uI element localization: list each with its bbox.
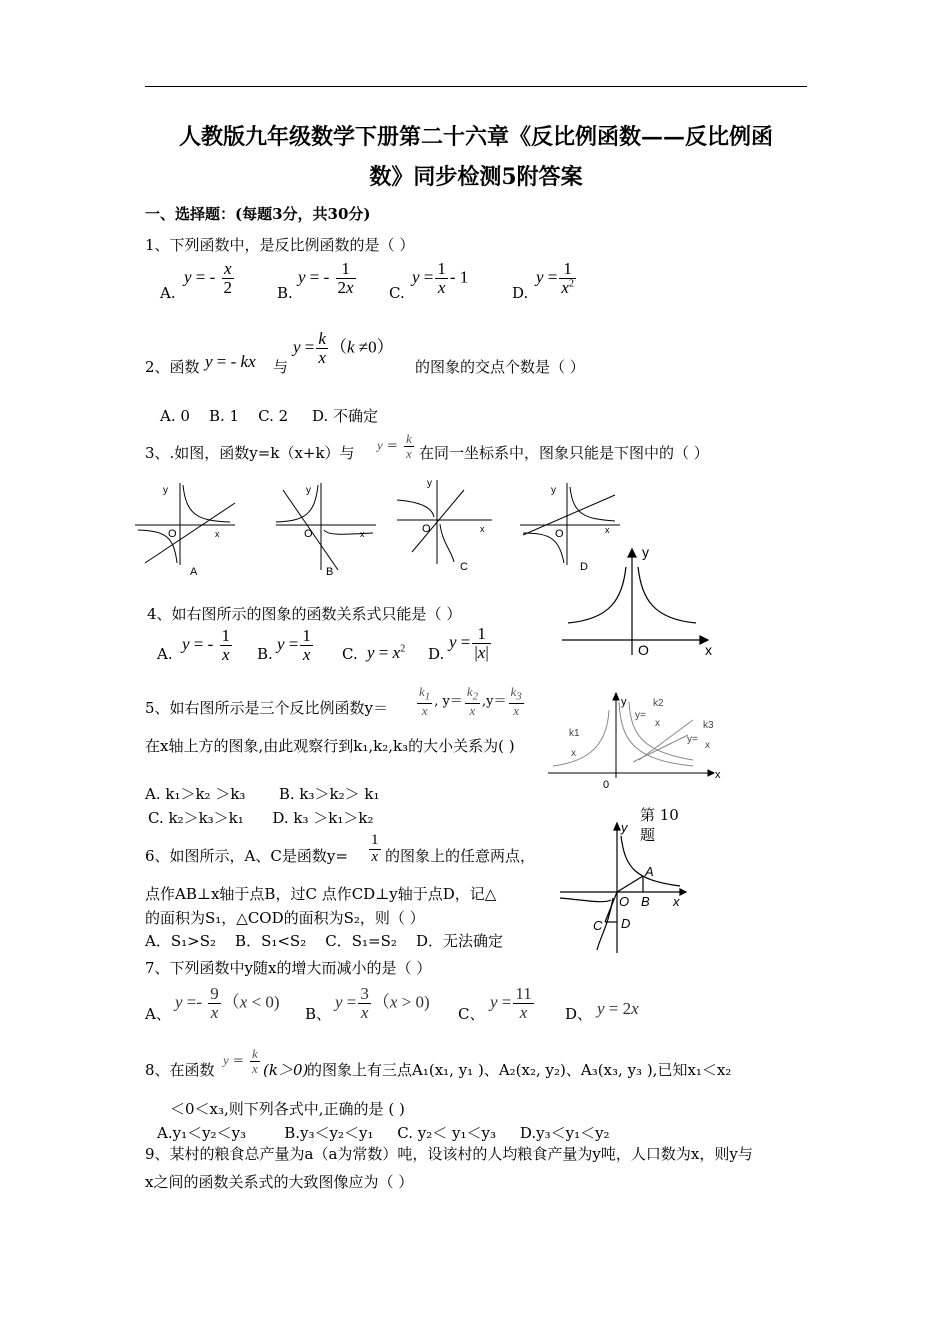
- svg-text:y=: y=: [687, 734, 698, 745]
- svg-text:y=: y=: [635, 710, 646, 721]
- top-rule: [145, 86, 807, 87]
- q3-graph-a-label: A: [190, 566, 198, 578]
- q4-c-label: C.: [342, 645, 358, 663]
- q5-graph: [543, 690, 728, 795]
- q4-c-formula: $y = x^2$: [367, 643, 406, 662]
- svg-text:A: A: [645, 864, 654, 879]
- q3-stem-post: 在同一坐标系中，图象只能是下图中的（ ）: [419, 444, 709, 462]
- svg-text:y: y: [621, 820, 628, 835]
- q2-stem-post: 的图象的交点个数是（ ）: [415, 358, 585, 376]
- q1-b-label: B.: [277, 284, 293, 302]
- q7-b-formula: y = $\frac{3}{x}$ （x > 0): [335, 984, 430, 1022]
- svg-text:x: x: [571, 748, 576, 759]
- q3-graph-c-label: C: [460, 561, 468, 573]
- svg-text:y: y: [621, 696, 627, 708]
- q1-a-label: A.: [160, 284, 176, 302]
- q7-d-formula: y = 2x: [597, 999, 639, 1018]
- q4-a-label: A.: [157, 645, 173, 663]
- q6-line2: 点作AB⊥x轴于点B，过C 点作CD⊥y轴于点D，记△: [145, 885, 497, 903]
- q2-stem-pre: 2、函数: [145, 358, 200, 376]
- svg-text:x: x: [705, 642, 712, 658]
- q5-line2: 在x轴上方的图象,由此观察行到k₁,k₂,k₃的大小关系为( ): [145, 737, 515, 755]
- svg-text:0: 0: [603, 779, 610, 791]
- q7-b-label: B、: [305, 1005, 332, 1023]
- svg-text:x: x: [605, 525, 610, 535]
- q3-graph-b: [268, 475, 393, 580]
- q4-b-formula: y = $\frac{1}{x}$: [277, 626, 311, 664]
- q8-formula: y = $\frac{k}{x}$: [223, 1046, 258, 1076]
- q5-options-cd: C. k₂＞k₃＞k₁ D. k₃ ＞k₁＞k₂: [148, 809, 374, 827]
- svg-text:B: B: [641, 894, 650, 909]
- figure-10-label: 第 10 题: [640, 806, 679, 844]
- svg-text:k3: k3: [703, 720, 714, 731]
- q1-d-label: D.: [512, 284, 529, 302]
- q2-formula-2: y = $\frac{k}{x}$ （k ≠0）: [293, 329, 394, 367]
- svg-text:y: y: [306, 485, 311, 496]
- q1-a-formula: y = - $\frac{x}{2}$: [184, 259, 233, 297]
- q3-graph-c: [392, 472, 517, 577]
- q7-a-label: A、: [145, 1005, 171, 1023]
- q7-a-formula: y =- $\frac{9}{x}$ （x < 0): [175, 984, 280, 1022]
- q3-graph-a: [130, 475, 255, 580]
- q4-d-formula: y = $\frac{1}{|x|}$: [449, 624, 489, 662]
- q2-options: A. 0 B. 1 C. 2 D. 不确定: [160, 407, 379, 425]
- svg-text:k2: k2: [653, 698, 664, 709]
- q1-c-label: C.: [389, 284, 405, 302]
- q7-c-formula: y = $\frac{11}{x}$: [490, 984, 532, 1022]
- q8-options: A.y₁＜y₂＜y₃ B.y₃＜y₂＜y₁ C. y₂＜ y₁＜y₃ D.y₃＜y₁＜y₂: [157, 1124, 610, 1142]
- q8-condition: (k＞0): [263, 1061, 309, 1079]
- svg-text:O: O: [304, 528, 313, 540]
- svg-text:k1: k1: [569, 728, 580, 739]
- svg-text:y: y: [642, 545, 649, 560]
- q8-stem-pre: 8、在函数: [145, 1061, 215, 1079]
- q7-d-label: D、: [565, 1005, 593, 1023]
- svg-text:x: x: [360, 529, 365, 539]
- svg-text:x: x: [705, 740, 710, 751]
- q5-stem-pre: 5、如右图所示是三个反比例函数y＝: [145, 699, 389, 717]
- q6-line3: 的面积为S₁，△COD的面积为S₂，则（ ）: [145, 909, 425, 927]
- q9-line2: x之间的函数关系式的大致图像应为（ ）: [145, 1173, 414, 1191]
- svg-text:O: O: [422, 523, 431, 535]
- svg-text:O: O: [638, 642, 649, 658]
- svg-text:y: y: [551, 485, 556, 496]
- q2-stem-mid: 与: [273, 358, 289, 376]
- svg-text:x: x: [673, 894, 680, 909]
- svg-text:x: x: [655, 718, 660, 729]
- q6-options: A．S₁>S₂ B．S₁<S₂ C．S₁=S₂ D．无法确定: [145, 932, 504, 950]
- q6-stem-pre: 6、如图所示，A、C是函数y=: [145, 847, 348, 865]
- q6-stem-post: 的图象上的任意两点，: [385, 847, 536, 865]
- q9-line1: 9、某村的粮食总产量为a（a为常数）吨，设该村的人均粮食产量为y吨，人口数为x，则y与: [145, 1145, 753, 1163]
- svg-text:x: x: [715, 769, 721, 781]
- svg-text:C: C: [593, 918, 603, 933]
- q4-a-formula: y = - $\frac{1}{x}$: [182, 626, 231, 664]
- q4-stem: 4、如右图所示的图象的函数关系式只能是（ ）: [147, 605, 462, 623]
- q1-d-formula: y = $\frac{1}{x^2}$: [536, 259, 574, 297]
- q8-stem-post: 的图象上有三点A₁(x₁, y₁ )、A₂(x₂, y₂)、A₃(x₃, y₃ ),已知x₁＜x₂: [307, 1061, 732, 1079]
- svg-text:x: x: [215, 529, 220, 539]
- q3-graph-d-label: D: [580, 561, 588, 573]
- svg-text:y: y: [163, 485, 168, 496]
- q7-stem: 7、下列函数中y随x的增大而减小的是（ ）: [145, 959, 432, 977]
- q4-d-label: D.: [428, 645, 445, 663]
- q6-graph: [555, 818, 695, 958]
- svg-text:x: x: [480, 524, 485, 534]
- svg-text:O: O: [168, 528, 177, 540]
- q6-formula: $\frac{1}{x}$: [371, 832, 379, 865]
- q2-formula-1: y = - kx: [205, 352, 256, 371]
- svg-text:D: D: [621, 916, 631, 931]
- page-title-cont: 数》同步检测5附答案: [369, 164, 583, 190]
- q5-options-ab: A. k₁＞k₂ ＞k₃ B. k₃＞k₂＞ k₁: [145, 785, 380, 803]
- q2-stem: [145, 330, 795, 380]
- q1-stem: 1、下列函数中，是反比例函数的是（ ）: [145, 236, 415, 254]
- q1-b-formula: y = - $\frac{1}{2x}$: [298, 259, 354, 297]
- svg-text:O: O: [555, 528, 564, 540]
- q4-b-label: B.: [257, 645, 273, 663]
- q5-fractions: $\frac{k_1}{x}$ , y＝ $\frac{k_2}{x}$ ,y＝ $\frac{k_3}{x}$: [419, 684, 522, 718]
- svg-text:O: O: [619, 894, 630, 909]
- q3-formula: y = $\frac{k}{x}$: [377, 431, 412, 461]
- page-title: 人教版九年级数学下册第二十六章《反比例函数——反比例函: [178, 124, 773, 150]
- q4-graph: [560, 545, 725, 660]
- q7-c-label: C、: [458, 1005, 485, 1023]
- q3-graph-b-label: B: [326, 566, 334, 578]
- svg-text:y: y: [427, 478, 432, 489]
- q1-c-formula: y = $\frac{1}{x}$ - 1: [412, 259, 469, 297]
- q3-stem-pre: 3、.如图，函数y=k（x+k）与: [145, 444, 355, 462]
- section-heading: 一、选择题：(每题3分，共30分): [145, 205, 371, 223]
- q8-line2: ＜0＜x₃,则下列各式中,正确的是 ( ): [170, 1100, 405, 1118]
